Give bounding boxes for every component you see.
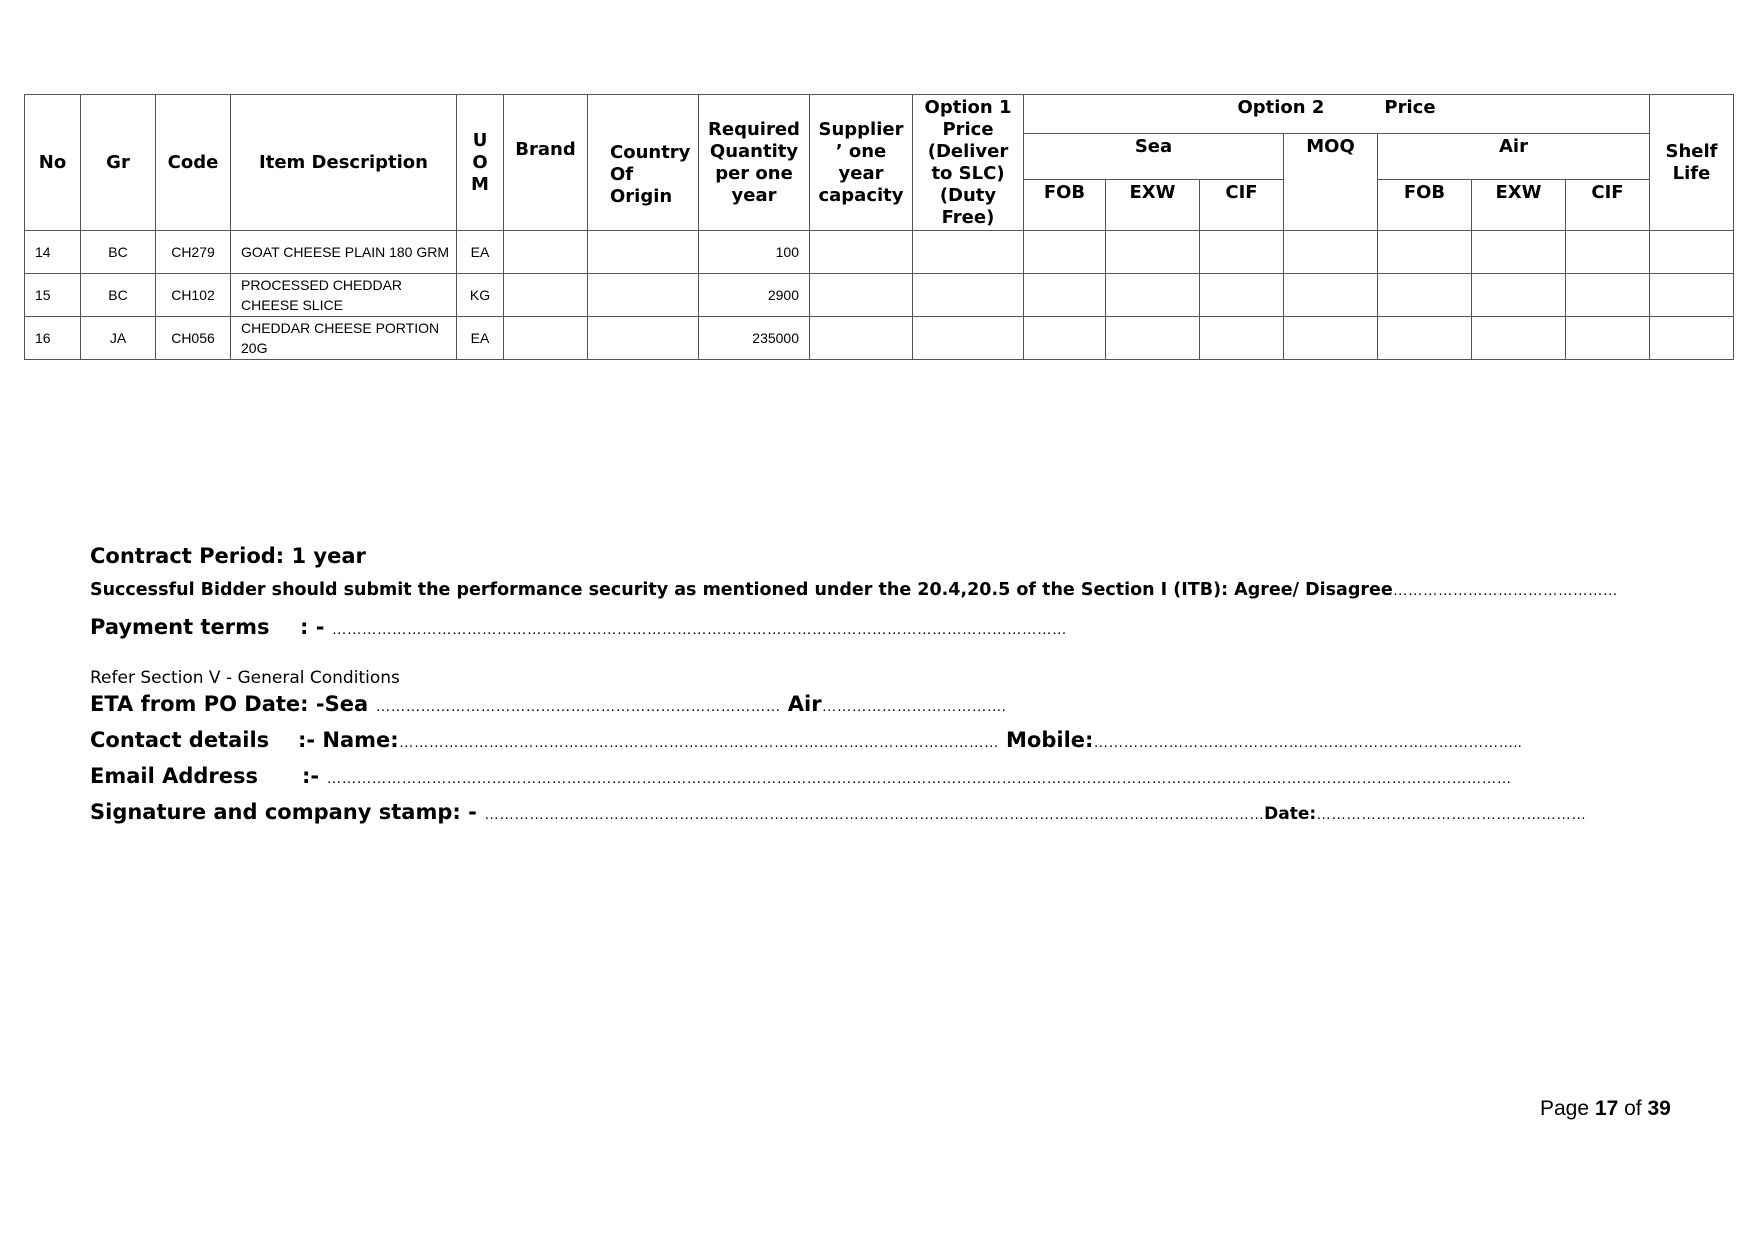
eta-sea-field[interactable]: ……………………………………………………………………… [375,698,781,715]
email-address-label: Email Address [90,764,259,788]
cell-option1-price[interactable] [913,317,1024,360]
eta-line [90,692,1006,716]
cell-shelf-life[interactable] [1650,317,1734,360]
header-option2: Option 2 [1237,97,1325,118]
cell-brand[interactable] [504,231,588,274]
header-air-fob: FOB [1378,180,1472,231]
cell-description: GOAT CHEESE PLAIN 180 GRM [231,231,457,274]
cell-air-cif[interactable] [1566,231,1650,274]
eta-label: ETA from PO Date: -Sea [90,692,369,716]
header-air: Air [1378,134,1650,180]
table-row [25,274,1734,317]
header-no: No [25,95,81,231]
cell-option1-price[interactable] [913,231,1024,274]
cell-air-exw[interactable] [1472,317,1566,360]
cell-air-fob[interactable] [1378,274,1472,317]
cell-no: 16 [25,317,81,360]
cell-sea-exw[interactable] [1106,231,1200,274]
contact-name-label: :- Name: [298,728,399,752]
eta-air-field[interactable]: ………………………………. [821,698,1006,715]
signature-field[interactable]: ………………………………………………………………………………………………………………………………………… [484,806,1265,823]
cell-sea-fob[interactable] [1024,274,1106,317]
performance-security-field[interactable]: ……………………………………… [1392,582,1618,599]
cell-code: CH102 [156,274,231,317]
cell-moq[interactable] [1284,274,1378,317]
cell-country-of-origin[interactable] [588,231,699,274]
table-row [25,317,1734,360]
header-option2-group [1024,95,1650,134]
cell-brand[interactable] [504,317,588,360]
refer-section: Refer Section V - General Conditions [90,668,400,688]
header-sea-fob: FOB [1024,180,1106,231]
table-row [25,231,1734,274]
cell-supplier-capacity[interactable] [810,317,913,360]
header-gr: Gr [81,95,156,231]
header-sea: Sea [1024,134,1284,180]
header-option1-price: Option 1 Price (Deliver to SLC) (Duty Free) [913,95,1024,231]
email-address-field[interactable]: ………………………………………………………………………………………………………………………………………………………………………………………………………………… [326,770,1512,787]
header-supplier-capacity: Supplier ’ one year capacity [810,95,913,231]
cell-air-fob[interactable] [1378,231,1472,274]
cell-air-exw[interactable] [1472,231,1566,274]
cell-required-quantity: 100 [699,231,810,274]
cell-required-quantity: 2900 [699,274,810,317]
header-option2-price: Price [1384,97,1436,118]
contact-details-line [90,728,1522,752]
cell-sea-cif[interactable] [1200,231,1284,274]
cell-no: 15 [25,274,81,317]
header-required-quantity: Required Quantity per one year [699,95,810,231]
cell-supplier-capacity[interactable] [810,274,913,317]
cell-air-fob[interactable] [1378,317,1472,360]
header-sea-exw: EXW [1106,180,1200,231]
cell-air-cif[interactable] [1566,274,1650,317]
eta-air-label: Air [787,692,822,716]
header-country-of-origin-text: Country Of Origin [610,141,691,207]
page-total: 39 [1647,1097,1671,1120]
contact-mobile-field[interactable]: ………………………………………………………………………….. [1093,734,1522,751]
payment-terms-line [90,615,1067,639]
cell-sea-fob[interactable] [1024,317,1106,360]
date-label: Date: [1264,804,1317,824]
header-uom: U O M [457,95,504,231]
cell-supplier-capacity[interactable] [810,231,913,274]
cell-sea-exw[interactable] [1106,317,1200,360]
bid-price-table [24,94,1734,360]
cell-shelf-life[interactable] [1650,274,1734,317]
payment-terms-separator: : - [300,615,325,639]
page-current: 17 [1594,1097,1619,1120]
cell-no: 14 [25,231,81,274]
cell-country-of-origin[interactable] [588,317,699,360]
contact-name-field[interactable]: ………………………………………………………………………………………………………… [398,734,999,751]
cell-code: CH279 [156,231,231,274]
cell-option1-price[interactable] [913,274,1024,317]
cell-country-of-origin[interactable] [588,274,699,317]
cell-description: CHEDDAR CHEESE PORTION 20G [231,317,457,360]
contract-period: Contract Period: 1 year [90,544,366,568]
contact-details-label: Contact details [90,728,270,752]
cell-sea-cif[interactable] [1200,317,1284,360]
cell-sea-cif[interactable] [1200,274,1284,317]
cell-uom: EA [457,231,504,274]
payment-terms-field[interactable]: ………………………………………………………………………………………………………………………………… [331,621,1067,638]
cell-description: PROCESSED CHEDDAR CHEESE SLICE [231,274,457,317]
cell-air-cif[interactable] [1566,317,1650,360]
header-sea-cif: CIF [1200,180,1284,231]
performance-security-text: Successful Bidder should submit the performance security as mentioned under the 20.4,20.5 of the Section I (ITB): Agree/ Disagree [90,580,1393,600]
header-code: Code [156,95,231,231]
date-field[interactable]: ……………………………………………… [1316,806,1587,823]
header-shelf-life: Shelf Life [1650,95,1734,231]
cell-code: CH056 [156,317,231,360]
cell-sea-exw[interactable] [1106,274,1200,317]
contact-mobile-label: Mobile: [1006,728,1094,752]
cell-moq[interactable] [1284,231,1378,274]
email-address-separator: :- [302,764,320,788]
page-of: of [1624,1097,1642,1120]
header-air-exw: EXW [1472,180,1566,231]
performance-security-line [90,580,1618,600]
header-moq: MOQ [1284,134,1378,231]
header-country-of-origin [588,95,699,231]
cell-required-quantity: 235000 [699,317,810,360]
cell-sea-fob[interactable] [1024,231,1106,274]
header-air-cif: CIF [1566,180,1650,231]
cell-gr: JA [81,317,156,360]
header-brand: Brand [504,95,588,231]
cell-moq[interactable] [1284,317,1378,360]
cell-uom: EA [457,317,504,360]
cell-shelf-life[interactable] [1650,231,1734,274]
page-number [1540,1097,1671,1121]
page-prefix: Page [1540,1097,1590,1120]
email-address-line [90,764,1511,788]
cell-air-exw[interactable] [1472,274,1566,317]
signature-line [90,800,1586,824]
payment-terms-label: Payment terms [90,615,270,639]
cell-gr: BC [81,231,156,274]
signature-label: Signature and company stamp: - [90,800,477,824]
cell-uom: KG [457,274,504,317]
cell-brand[interactable] [504,274,588,317]
cell-gr: BC [81,274,156,317]
header-item-description: Item Description [231,95,457,231]
